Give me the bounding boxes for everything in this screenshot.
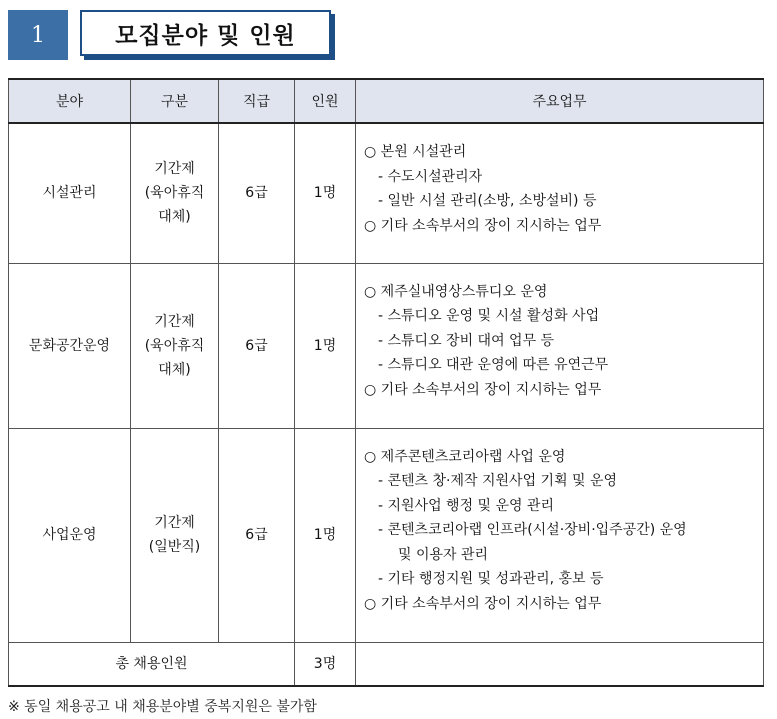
- duty-line: - 스튜디오 장비 대여 업무 등: [378, 332, 555, 349]
- header-field: 분야: [9, 79, 131, 123]
- header-count: 인원: [295, 79, 356, 123]
- type-line: 기간제: [154, 161, 195, 178]
- grade-cell: 6급: [219, 123, 295, 263]
- count-cell: 1명: [295, 263, 356, 428]
- count-cell: 1명: [295, 123, 356, 263]
- type-line: 대체): [158, 209, 191, 226]
- duty-line: 및 이용자 관리: [398, 546, 489, 563]
- duties-cell: [356, 428, 764, 642]
- total-row: [9, 642, 764, 686]
- duty-line: ○ 본원 시설관리: [364, 144, 467, 160]
- duty-line: ○ 기타 소속부서의 장이 지시하는 업무: [364, 217, 602, 234]
- duty-line: ○ 기타 소속부서의 장이 지시하는 업무: [364, 381, 602, 398]
- header-grade: 직급: [219, 79, 295, 123]
- table-row: [9, 428, 764, 642]
- duty-line: ○ 기타 소속부서의 장이 지시하는 업무: [364, 595, 602, 612]
- duty-line: - 지원사업 행정 및 운영 관리: [378, 497, 555, 514]
- type-cell: [131, 263, 219, 428]
- section-title: 모집분야 및 인원: [80, 10, 331, 56]
- grade-cell: 6급: [219, 263, 295, 428]
- table-row: [9, 263, 764, 428]
- duty-line: - 콘텐츠 창·제작 지원사업 기획 및 운영: [378, 473, 618, 489]
- type-line: (일반직): [148, 539, 201, 555]
- duty-line: - 콘텐츠코리아랩 인프라(시설·장비·입주공간) 운영: [378, 522, 687, 538]
- duty-line: ○ 제주콘텐츠코리아랩 사업 운영: [364, 448, 566, 465]
- type-line: (육아휴직: [144, 337, 205, 354]
- recruitment-table: [8, 78, 764, 687]
- duty-line: - 스튜디오 대관 운영에 따른 유연근무: [378, 357, 609, 373]
- type-line: 대체): [158, 361, 191, 378]
- duty-line: ○ 제주실내영상스튜디오 운영: [364, 283, 548, 300]
- field-cell: 문화공간운영: [9, 263, 131, 428]
- type-line: 기간제: [154, 515, 195, 531]
- field-cell: 시설관리: [9, 123, 131, 263]
- type-cell: [131, 123, 219, 263]
- header-duties: 주요업무: [356, 79, 764, 123]
- duty-line: - 기타 행정지원 및 성과관리, 홍보 등: [378, 571, 604, 587]
- total-empty-cell: [356, 642, 764, 686]
- type-line: 기간제: [154, 313, 195, 330]
- duties-cell: [356, 123, 764, 263]
- footnote: ※ 동일 채용공고 내 채용분야별 중복지원은 불가함: [8, 699, 317, 715]
- table-header-row: [9, 79, 764, 123]
- header-type: 구분: [131, 79, 219, 123]
- type-line: (육아휴직: [144, 185, 205, 202]
- duty-line: - 스튜디오 운영 및 시설 활성화 사업: [378, 308, 600, 324]
- total-count: 3명: [295, 642, 356, 686]
- duties-cell: [356, 263, 764, 428]
- duty-line: - 수도시설관리자: [378, 168, 483, 185]
- total-label: 총 채용인원: [9, 642, 295, 686]
- grade-cell: 6급: [219, 428, 295, 642]
- field-cell: 사업운영: [9, 428, 131, 642]
- type-cell: [131, 428, 219, 642]
- count-cell: 1명: [295, 428, 356, 642]
- duty-line: - 일반 시설 관리(소방, 소방설비) 등: [378, 193, 597, 209]
- table-row: [9, 123, 764, 263]
- section-number: 1: [8, 10, 68, 60]
